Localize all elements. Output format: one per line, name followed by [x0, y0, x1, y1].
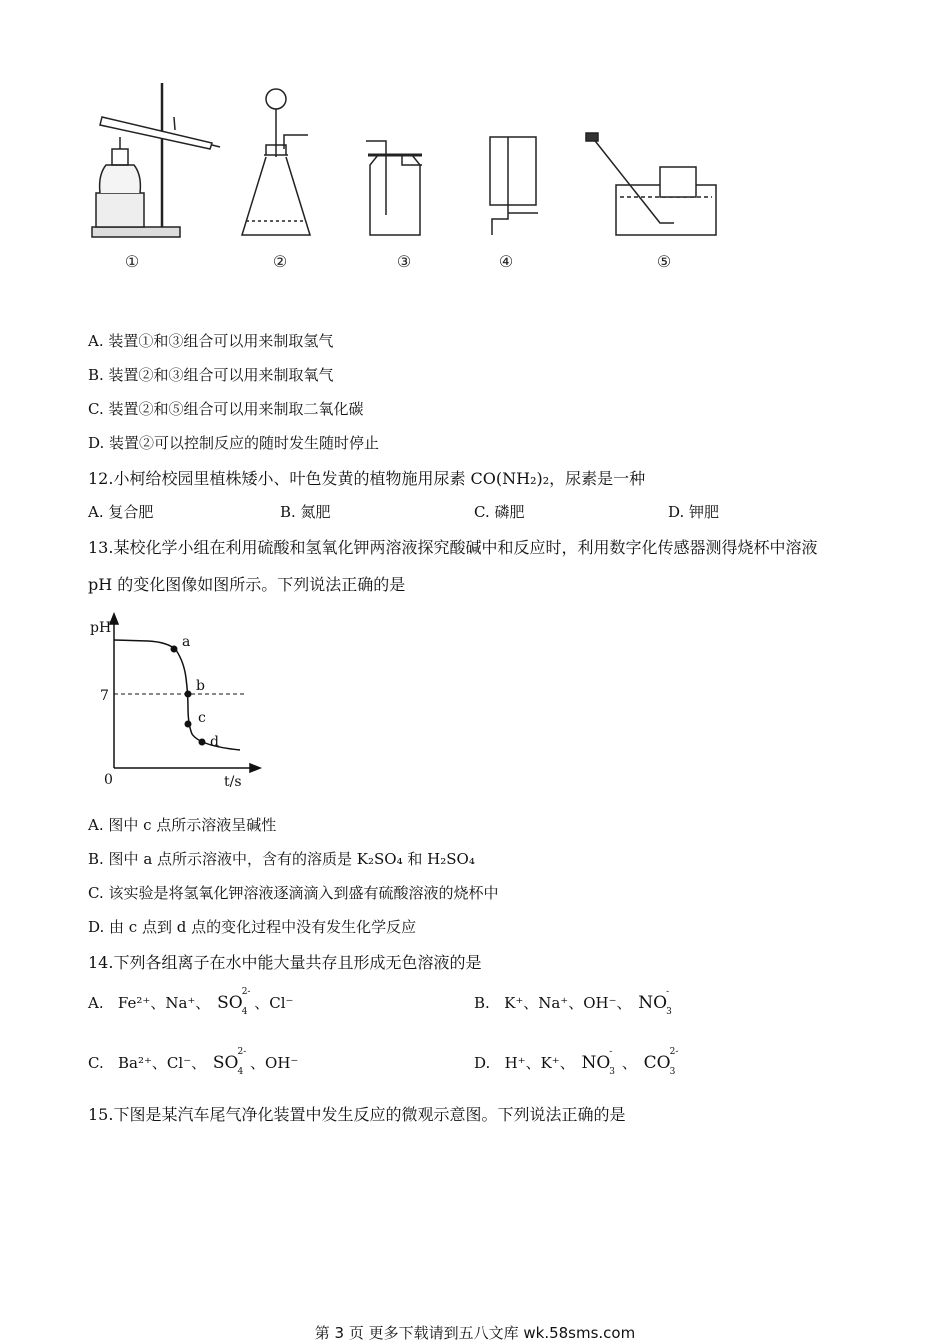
q13-option-b: B. 图中 a 点所示溶液中，含有的溶质是 K₂SO₄ 和 H₂SO₄	[88, 850, 475, 868]
x-axis-arrow	[250, 764, 260, 772]
q14-option-d	[474, 1047, 679, 1077]
q14-option-c	[88, 1047, 299, 1077]
q14-d-part1: H⁺、K⁺、	[504, 1054, 575, 1072]
y-tick-7: 7	[100, 688, 109, 704]
y-axis-arrow	[110, 614, 118, 624]
y-axis-label: pH	[90, 620, 112, 636]
point-c	[185, 721, 192, 728]
nitrate-ion: NO - 3	[638, 987, 672, 1017]
q11-option-a: A. 装置①和③组合可以用来制取氢气	[88, 332, 334, 350]
point-b	[185, 691, 192, 698]
q11-option-c: C. 装置②和⑤组合可以用来制取二氧化碳	[88, 400, 364, 418]
q14-b-part1: K⁺、Na⁺、OH⁻、	[504, 994, 632, 1012]
x-axis-label: t/s	[224, 774, 242, 790]
q14-a-part2: 、Cl⁻	[254, 994, 294, 1012]
q12-option-a: A. 复合肥	[88, 503, 154, 521]
apparatus-label-2: ②	[272, 252, 288, 271]
nitrate-ion: NO - 3	[581, 1047, 616, 1077]
apparatus-2	[242, 89, 310, 235]
q14-a-part1: Fe²⁺、Na⁺、	[117, 994, 211, 1012]
q15-stem: 15.下图是某汽车尾气净化装置中发生反应的微观示意图。下列说法正确的是	[88, 1105, 626, 1124]
ph-curve	[114, 640, 240, 750]
point-d-label: d	[210, 734, 219, 750]
q14-c-part2: 、OH⁻	[250, 1054, 299, 1072]
apparatus-label-3: ③	[396, 252, 412, 271]
apparatus-labels	[125, 252, 671, 271]
ph-chart	[88, 612, 278, 792]
point-a	[171, 646, 178, 653]
q13-stem-line1: 13.某校化学小组在利用硫酸和氢氧化钾两溶液探究酸碱中和反应时，利用数字化传感器测得烧杯中溶液	[88, 538, 818, 557]
q14-stem: 14.下列各组离子在水中能大量共存且形成无色溶液的是	[88, 953, 482, 972]
point-b-label: b	[196, 678, 205, 694]
q14-b-label: B.	[474, 994, 490, 1012]
q14-c-part1: Ba²⁺、Cl⁻、	[118, 1054, 207, 1072]
page-footer: 第 3 页 更多下载请到五八文库 wk.58sms.com	[314, 1324, 636, 1342]
q13-stem-line2: pH 的变化图像如图所示。下列说法正确的是	[88, 575, 406, 594]
point-c-label: c	[198, 710, 206, 726]
q11-option-b: B. 装置②和③组合可以用来制取氧气	[88, 366, 334, 384]
q12-options	[88, 501, 788, 521]
sulfate-ion: SO 2- 4	[212, 1047, 247, 1077]
q14-c-label: C.	[88, 1054, 104, 1072]
origin-label: 0	[104, 772, 113, 788]
carbonate-ion: CO 2- 3	[643, 1047, 679, 1077]
apparatus-5	[586, 133, 716, 235]
apparatus-figure	[80, 75, 740, 275]
q14-option-b	[474, 987, 672, 1017]
q14-d-part2: 、	[621, 1054, 637, 1072]
sulfate-ion: SO 2- 4	[217, 987, 251, 1017]
q14-d-label: D.	[474, 1054, 491, 1072]
q13-option-c: C. 该实验是将氢氧化钾溶液逐滴滴入到盛有硫酸溶液的烧杯中	[88, 884, 499, 902]
q12-option-b: B. 氮肥	[280, 503, 331, 521]
q12-stem: 12.小柯给校园里植株矮小、叶色发黄的植物施用尿素 CO(NH₂)₂，尿素是一种	[88, 469, 646, 488]
q13-option-a: A. 图中 c 点所示溶液呈碱性	[88, 816, 277, 834]
point-a-label: a	[182, 634, 191, 650]
q12-option-c: C. 磷肥	[474, 503, 525, 521]
apparatus-label-4: ④	[498, 252, 514, 271]
q11-option-d: D. 装置②可以控制反应的随时发生随时停止	[88, 434, 380, 452]
q13-option-d: D. 由 c 点到 d 点的变化过程中没有发生化学反应	[88, 918, 417, 936]
apparatus-3	[366, 141, 422, 235]
q14-option-a	[88, 987, 294, 1017]
q12-option-d: D. 钾肥	[668, 503, 720, 521]
apparatus-1	[92, 83, 220, 237]
point-d	[199, 739, 206, 746]
apparatus-label-5: ⑤	[656, 252, 672, 271]
apparatus-4	[490, 137, 538, 235]
q14-a-label: A.	[88, 994, 104, 1012]
apparatus-label-1: ①	[124, 252, 140, 271]
